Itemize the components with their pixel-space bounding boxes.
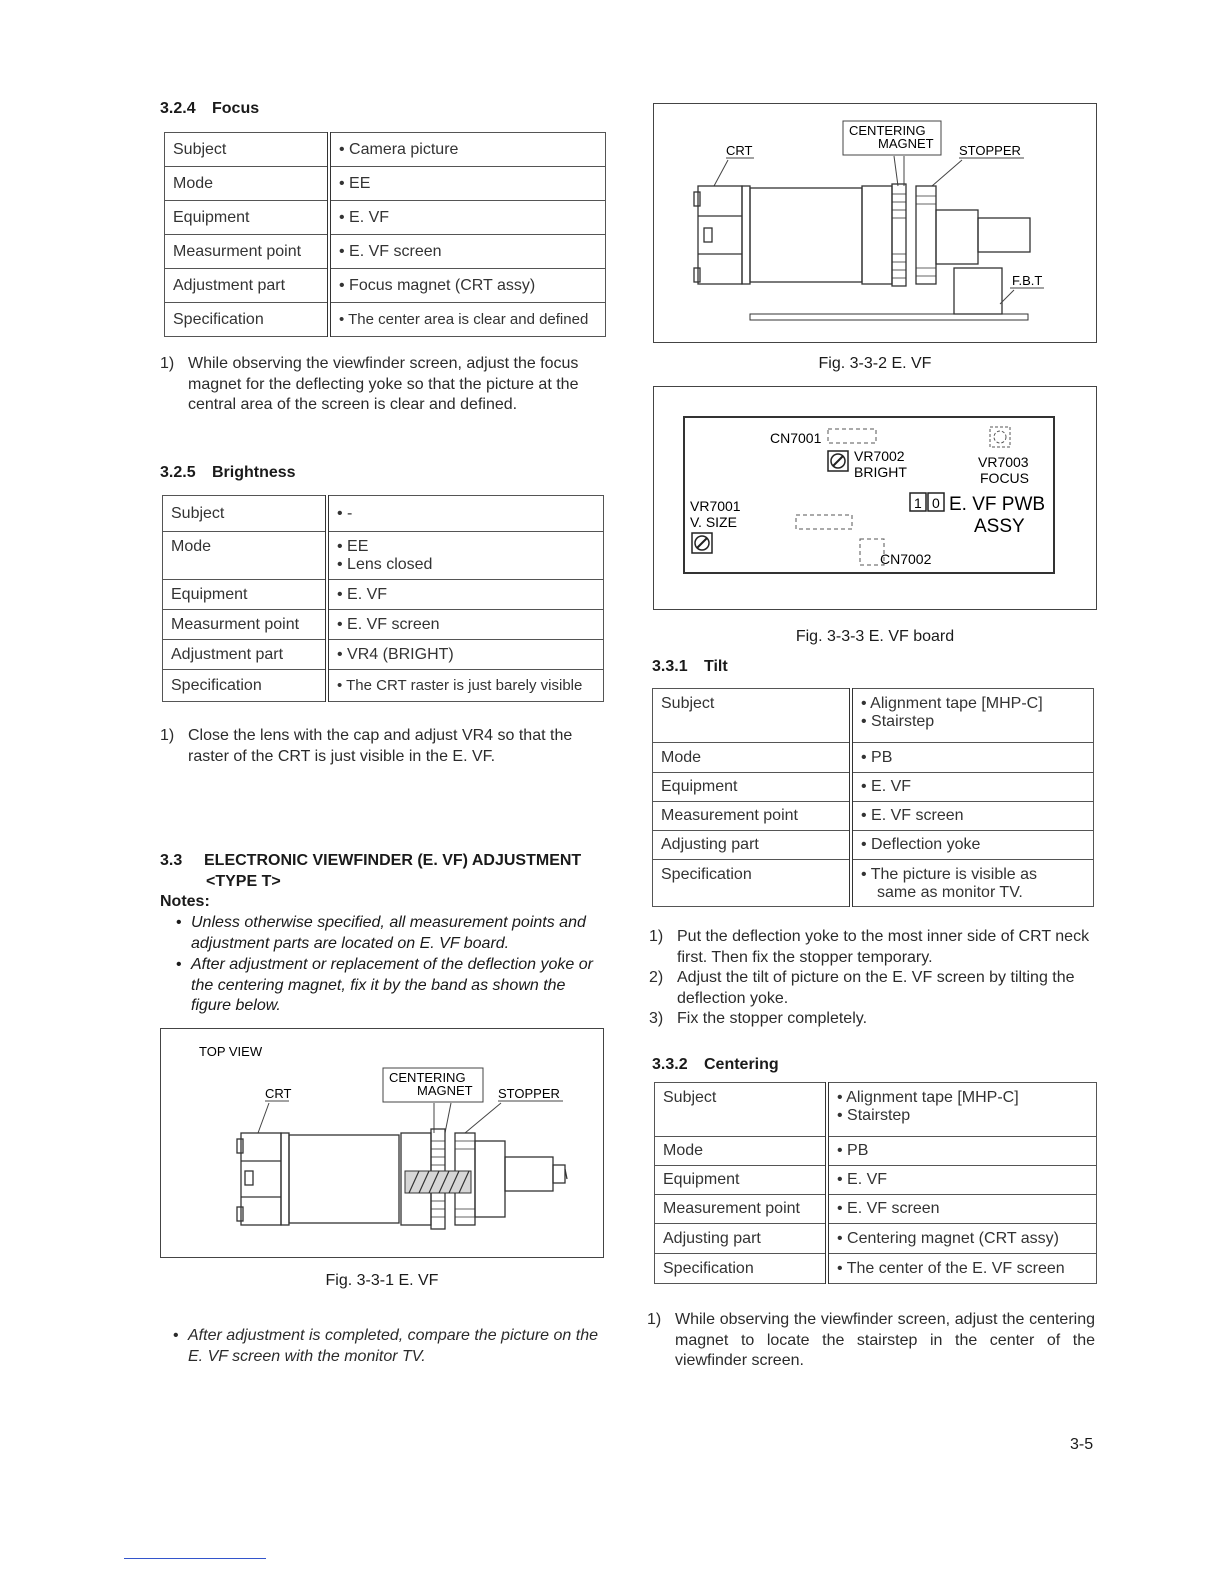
table-row: Mode • PB — [653, 743, 1094, 773]
svg-text:CN7001: CN7001 — [770, 430, 822, 446]
focus-table — [164, 132, 606, 337]
tilt-step-2: 2) Adjust the tilt of picture on the E. VF screen by tilting the deflection yoke. — [649, 969, 1075, 1007]
figure-evf-side-view — [653, 103, 1097, 343]
figure-caption: Fig. 3-3-1 E. VF — [325, 1272, 439, 1289]
table-row: Specification • The CRT raster is just barely visible — [163, 670, 604, 702]
notes-list — [176, 913, 608, 1018]
svg-text:E. VF PWB: E. VF PWB — [949, 494, 1046, 515]
table-row: Equipment • E. VF — [655, 1166, 1097, 1195]
page-number: 3-5 — [1070, 1436, 1094, 1453]
svg-text:VR7003: VR7003 — [978, 454, 1029, 470]
svg-text:FOCUS: FOCUS — [980, 470, 1029, 486]
svg-text:CRT: CRT — [726, 143, 753, 158]
brightness-heading: 3.2.5 Brightness — [160, 464, 296, 481]
tilt-step-1: 1) Put the deflection yoke to the most inner side of CRT neck first. Then fix the stopper temporary. — [649, 928, 1090, 966]
table-row: Subject • Alignment tape [MHP-C] • Stairstep — [655, 1083, 1097, 1137]
brightness-table — [162, 495, 604, 702]
tilt-heading: 3.3.1 Tilt — [652, 658, 728, 675]
tilt-table — [652, 688, 1094, 907]
table-row: Mode • PB — [655, 1137, 1097, 1166]
vr7003-potentiometer-icon — [990, 427, 1010, 447]
list-item: • Unless otherwise specified, all measurement points and adjustment parts are located on E. VF board. — [176, 913, 608, 954]
svg-text:CN7002: CN7002 — [880, 551, 932, 567]
svg-text:CENTERING: CENTERING — [849, 123, 926, 138]
table-row: Adjustment part • VR4 (BRIGHT) — [163, 640, 604, 670]
svg-text:1: 1 — [914, 495, 922, 511]
svg-text:STOPPER: STOPPER — [498, 1086, 560, 1101]
focus-heading: 3.2.4 Focus — [160, 100, 260, 117]
brightness-step: 1) Close the lens with the cap and adjust VR4 so that the raster of the CRT is just visible in the E. VF. — [160, 727, 573, 765]
footnote-rule — [124, 1558, 266, 1559]
table-row: Specification • The center area is clear and defined — [165, 303, 606, 337]
centering-step: 1) While observing the viewfinder screen, adjust the centering magnet to locate the stairstep in the center of the viewfinder screen. — [647, 1311, 1095, 1369]
table-row: Subject • Camera picture — [165, 133, 606, 167]
table-row: Specification • The picture is visible as same as monitor TV. — [653, 860, 1094, 907]
table-row: Subject • Alignment tape [MHP-C] • Stairstep — [653, 689, 1094, 743]
vr7002-potentiometer-icon — [828, 451, 848, 471]
evf-board-diagram — [654, 387, 1096, 609]
tilt-step-3: 3) Fix the stopper completely. — [649, 1010, 868, 1027]
svg-text:CRT: CRT — [265, 1086, 292, 1101]
table-row: Equipment • E. VF — [163, 580, 604, 610]
table-row: Adjustment part • Focus magnet (CRT assy) — [165, 269, 606, 303]
figure-evf-board — [653, 386, 1097, 610]
table-row: Equipment • E. VF — [653, 773, 1094, 802]
centering-heading: 3.3.2 Centering — [652, 1056, 779, 1073]
table-row: Measurement point • E. VF screen — [653, 802, 1094, 831]
evf-heading: 3.3 ELECTRONIC VIEWFINDER (E. VF) ADJUSTMENT — [160, 852, 582, 869]
notes-label: Notes: — [160, 893, 210, 910]
svg-text:STOPPER: STOPPER — [959, 143, 1021, 158]
svg-text:BRIGHT: BRIGHT — [854, 464, 907, 480]
svg-text:V. SIZE: V. SIZE — [690, 514, 737, 530]
svg-text:MAGNET: MAGNET — [417, 1083, 473, 1098]
centering-table — [654, 1082, 1097, 1284]
svg-text:VR7001: VR7001 — [690, 498, 741, 514]
svg-text:TOP VIEW: TOP VIEW — [199, 1044, 263, 1059]
table-row: Subject • - — [163, 496, 604, 532]
evf-heading-type: <TYPE T> — [206, 873, 281, 890]
table-row: Adjusting part • Deflection yoke — [653, 831, 1094, 860]
table-row: Adjusting part • Centering magnet (CRT assy) — [655, 1224, 1097, 1254]
evf-side-view-diagram — [654, 104, 1096, 342]
focus-step: 1) While observing the viewfinder screen, adjust the focus magnet for the deflecting yoke so that the picture at the central area of the screen is clear and defined. — [160, 355, 579, 413]
figure-top-view — [160, 1028, 604, 1258]
figure-caption: Fig. 3-3-2 E. VF — [818, 355, 932, 372]
svg-text:MAGNET: MAGNET — [878, 136, 934, 151]
table-row: Measurment point • E. VF screen — [165, 235, 606, 269]
svg-text:ASSY: ASSY — [974, 516, 1025, 537]
vr7001-potentiometer-icon — [692, 533, 712, 553]
figure-caption: Fig. 3-3-3 E. VF board — [795, 628, 955, 645]
svg-text:0: 0 — [932, 495, 940, 511]
after-adjustment-note: • After adjustment is completed, compare the picture on the E. VF screen with the monitor TV. — [173, 1327, 598, 1365]
list-item: • After adjustment or replacement of the deflection yoke or the centering magnet, fix it by the band as shown the figure below. — [176, 955, 608, 1017]
table-row: Mode • EE • Lens closed — [163, 532, 604, 580]
svg-text:F.B.T: F.B.T — [1012, 273, 1043, 288]
table-row: Mode • EE — [165, 167, 606, 201]
table-row: Specification • The center of the E. VF screen — [655, 1254, 1097, 1284]
svg-text:CENTERING: CENTERING — [389, 1070, 466, 1085]
table-row: Equipment • E. VF — [165, 201, 606, 235]
table-row: Measurment point • E. VF screen — [163, 610, 604, 640]
evf-top-view-diagram — [161, 1029, 603, 1257]
table-row: Measurement point • E. VF screen — [655, 1195, 1097, 1224]
svg-text:VR7002: VR7002 — [854, 448, 905, 464]
